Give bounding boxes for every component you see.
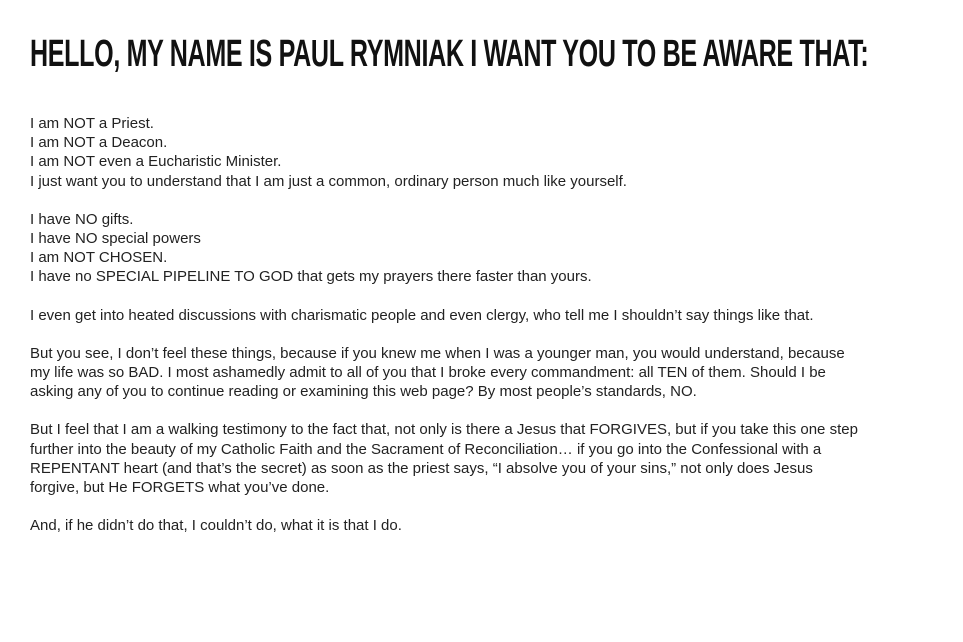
paragraph-5 xyxy=(30,420,930,497)
text-line: But I feel that I am a walking testimony to the fact that, not only is there a Jesus that FORGIVES, but if you take this one step xyxy=(30,421,858,439)
text-line: my life was so BAD. I most ashamedly admit to all of you that I broke every commandment: all TEN of them. Should I be xyxy=(30,364,826,382)
paragraph-6 xyxy=(30,516,930,535)
paragraph-3 xyxy=(30,306,930,325)
document-page xyxy=(30,28,930,554)
text-line: I have NO special powers xyxy=(30,230,201,248)
text-line: forgive, but He FORGETS what you’ve done. xyxy=(30,479,330,497)
text-line: And, if he didn’t do that, I couldn’t do, what it is that I do. xyxy=(30,517,402,535)
paragraph-4 xyxy=(30,344,930,402)
text-line: further into the beauty of my Catholic Faith and the Sacrament of Reconciliation… if you go into the Confessional with a xyxy=(30,440,822,458)
text-line: I even get into heated discussions with charismatic people and even clergy, who tell me I shouldn’t say things like that. xyxy=(30,306,814,324)
paragraph-2 xyxy=(30,210,930,287)
text-line: asking any of you to continue reading or examining this web page? By most people’s standards, NO. xyxy=(30,383,697,401)
text-line: I am NOT a Priest. xyxy=(30,115,154,132)
text-line: I am NOT a Deacon. xyxy=(30,134,168,152)
text-line: REPENTANT heart (and that’s the secret) as soon as the priest says, “I absolve you of your sins,” not only does Jesus xyxy=(30,459,813,477)
text-line: I am NOT even a Eucharistic Minister. xyxy=(30,153,282,171)
text-line: But you see, I don’t feel these things, because if you knew me when I was a younger man, you would understand, because xyxy=(30,344,845,362)
text-line: I have no SPECIAL PIPELINE TO GOD that gets my prayers there faster than yours. xyxy=(30,268,592,286)
text-line: I am NOT CHOSEN. xyxy=(30,249,168,267)
paragraph-1 xyxy=(30,114,930,191)
text-line: I have NO gifts. xyxy=(30,210,134,228)
text-line: I just want you to understand that I am just a common, ordinary person much like yourself. xyxy=(30,172,627,190)
page-title: HELLO, MY NAME IS PAUL RYMNIAK I WANT YOU TO BE AWARE THAT: xyxy=(30,33,869,75)
